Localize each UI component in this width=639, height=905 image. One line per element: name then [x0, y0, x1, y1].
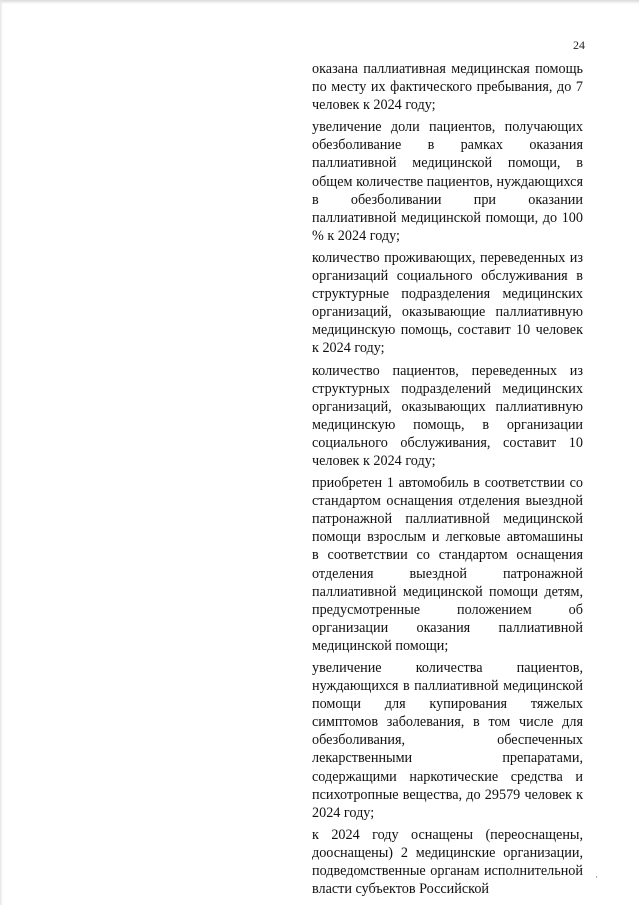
scan-speck: · [595, 872, 598, 882]
scan-edge-left [0, 0, 3, 905]
paragraph-1: оказана паллиативная медицинская помощь по месту их фактического пребывания, до 7 человек к 2024 году; [312, 61, 583, 114]
scan-edge-top [0, 0, 639, 4]
text-column [312, 60, 583, 898]
paragraph-3: количество проживающих, переведенных из организаций социального обслуживания в структурные подразделения медицинских организаций, оказывающие паллиативную медицинскую помощь, составит 10 человек к 2024 году; [312, 249, 583, 357]
paragraph-2: увеличение доли пациентов, получающих обезболивание в рамках оказания паллиативной медицинской помощи, в общем количестве пациентов, нуждающихся в обезболивании при оказании паллиативной медицинской помощи, до 100 % к 2024 году; [312, 119, 583, 244]
paragraph-6: увеличение количества пациентов, нуждающихся в паллиативной медицинской помощи для купирования тяжелых симптомов заболевания, в том числе для обезболивания, обеспеченных лекарственными препаратами, содержащими наркотические средства и психотропные вещества, до 29579 человек к 2024 году; [312, 660, 583, 821]
page-number: 24 [573, 38, 585, 52]
paragraph-7: к 2024 году оснащены (переоснащены, дооснащены) 2 медицинские организации, подведомственные органам исполнительной власти субъектов Российской [312, 826, 583, 898]
paragraph-4: количество пациентов, переведенных из структурных подразделений медицинских организаций, оказывающих паллиативную медицинскую помощь, в организации социального обслуживания, составит 10 человек к 2024 году; [312, 362, 583, 469]
paragraph-5: приобретен 1 автомобиль в соответствии со стандартом оснащения отделения выездной патронажной паллиативной медицинской помощи взрослым и легковые автомашины в соответствии со стандартом оснащения отделения выездной патронажной паллиативной медицинской помощи детям, предусмотренные положением об организации оказания паллиативной медицинской помощи; [312, 475, 583, 654]
